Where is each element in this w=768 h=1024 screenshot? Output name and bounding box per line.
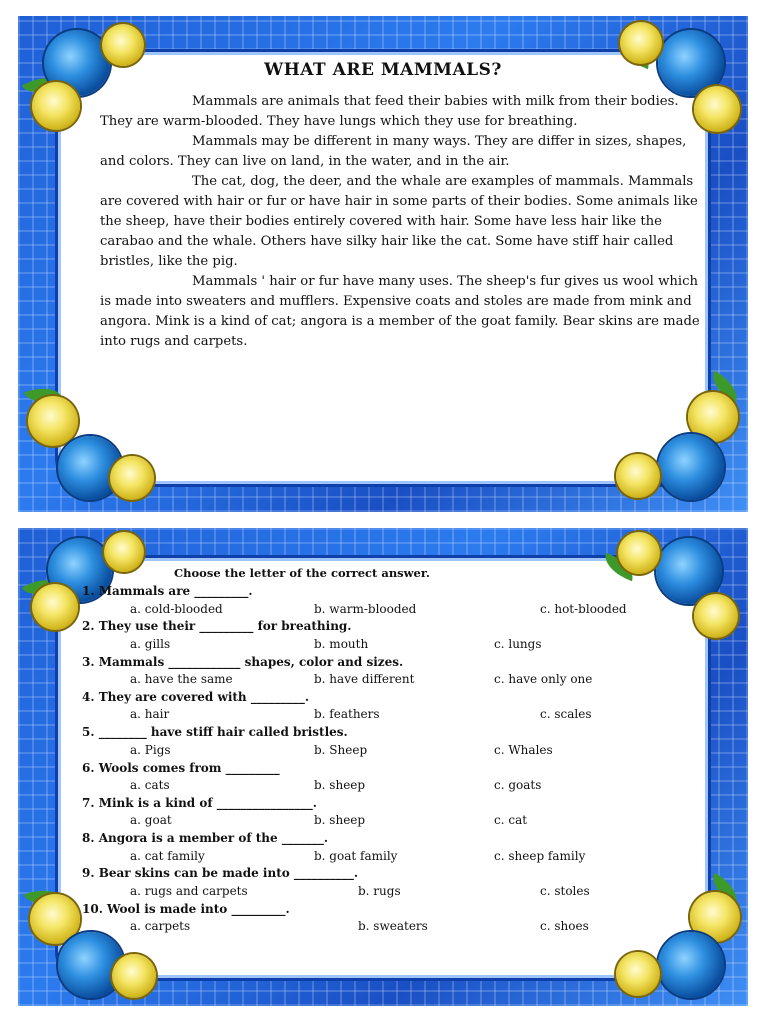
paragraph-2: Mammals may be different in many ways. They are differ in sizes, shapes, and colors. They can live on land, in the water, and in the air. bbox=[100, 134, 687, 169]
quiz-instruction: Choose the letter of the correct answer. bbox=[174, 566, 430, 580]
answer-choice-b: b. mouth bbox=[314, 636, 369, 651]
answer-choice-a: a. carpets bbox=[130, 919, 191, 934]
answer-choice-c: c. Whales bbox=[494, 742, 553, 757]
answer-choice-c: c. sheep family bbox=[494, 848, 586, 863]
answer-choice-c: c. cat bbox=[494, 813, 528, 828]
quiz bbox=[18, 528, 748, 1006]
question-text: 6. Wools comes from _________ bbox=[82, 760, 280, 775]
answer-choice-b: b. goat family bbox=[314, 848, 398, 863]
paragraph bbox=[100, 92, 704, 352]
paragraph-3: The cat, dog, the deer, and the whale are examples of mammals. Mammals are covered with hair or fur or have hair in some parts of their bodies. Some animals like the sheep, have their bodies entirely covered with hair. Some have less hair like the carabao and the whale. Others have silky hair like the cat. Some have stiff hair called bristles, like the pig. bbox=[100, 174, 698, 269]
answer-choice-c: c. stoles bbox=[540, 883, 590, 898]
paragraph-4: Mammals ' hair or fur have many uses. The sheep's fur gives us wool which is made into sweaters and mufflers. Expensive coats and stoles are made from mink and angora. Mink is a kind of cat; angora is a member of the goat family. Bear skins are made into rugs and carpets. bbox=[100, 274, 700, 349]
yellow-rose-icon bbox=[28, 396, 78, 446]
question-text: 7. Mink is a kind of ________________. bbox=[82, 795, 317, 810]
yellow-rose-icon bbox=[620, 22, 662, 64]
answer-choice-c: c. scales bbox=[540, 707, 592, 722]
answer-choice-c: c. have only one bbox=[494, 672, 593, 687]
answer-choice-a: a. cats bbox=[130, 778, 170, 792]
answer-choice-b: b. have different bbox=[314, 672, 415, 687]
question-text: 8. Angora is a member of the _______. bbox=[82, 831, 329, 846]
question-text: 4. They are covered with _________. bbox=[82, 689, 310, 704]
question-text: 1. Mammals are _________. bbox=[82, 584, 253, 598]
answer-choice-a: a. gills bbox=[130, 636, 171, 651]
yellow-rose-icon bbox=[32, 82, 80, 130]
yellow-rose-icon bbox=[616, 454, 660, 498]
answer-choice-b: b. sweaters bbox=[358, 919, 428, 934]
yellow-rose-icon bbox=[110, 456, 154, 500]
page-title: WHAT ARE MAMMALS? bbox=[264, 60, 502, 80]
answer-choice-c: c. goats bbox=[494, 778, 542, 792]
answer-choice-b: b. warm-blooded bbox=[314, 601, 417, 616]
answer-choice-c: c. lungs bbox=[494, 636, 542, 651]
question-text: 9. Bear skins can be made into __________. bbox=[82, 866, 359, 881]
answer-choice-c: c. shoes bbox=[540, 919, 589, 934]
answer-choice-b: b. feathers bbox=[314, 707, 380, 722]
question-text: 5. ________ have stiff hair called bristles. bbox=[82, 725, 348, 740]
answer-choice-b: b. Sheep bbox=[314, 742, 368, 757]
answer-choice-a: a. hair bbox=[130, 707, 170, 722]
question-text: 10. Wool is made into _________. bbox=[82, 901, 290, 916]
answer-choice-a: a. cold-blooded bbox=[130, 601, 223, 616]
answer-choice-c: c. hot-blooded bbox=[540, 601, 627, 616]
blue-rose-icon bbox=[658, 434, 724, 500]
paragraph-1: Mammals are animals that feed their babies with milk from their bodies. They are warm-blooded. They have lungs which they use for breathing. bbox=[100, 94, 679, 129]
answer-choice-a: a. goat bbox=[130, 813, 172, 828]
answer-choice-b: b. rugs bbox=[358, 883, 401, 898]
question-text: 3. Mammals ____________ shapes, color and sizes. bbox=[82, 654, 404, 669]
answer-choice-a: a. rugs and carpets bbox=[130, 883, 248, 898]
answer-choice-b: b. sheep bbox=[314, 778, 366, 792]
reading-card bbox=[18, 16, 748, 512]
answer-choice-a: a. Pigs bbox=[130, 742, 171, 757]
answer-choice-a: a. cat family bbox=[130, 848, 205, 863]
question-text: 2. They use their _________ for breathing. bbox=[82, 619, 352, 634]
answer-choice-a: a. have the same bbox=[130, 672, 233, 687]
quiz-card bbox=[18, 528, 748, 1006]
answer-choice-b: b. sheep bbox=[314, 813, 366, 828]
